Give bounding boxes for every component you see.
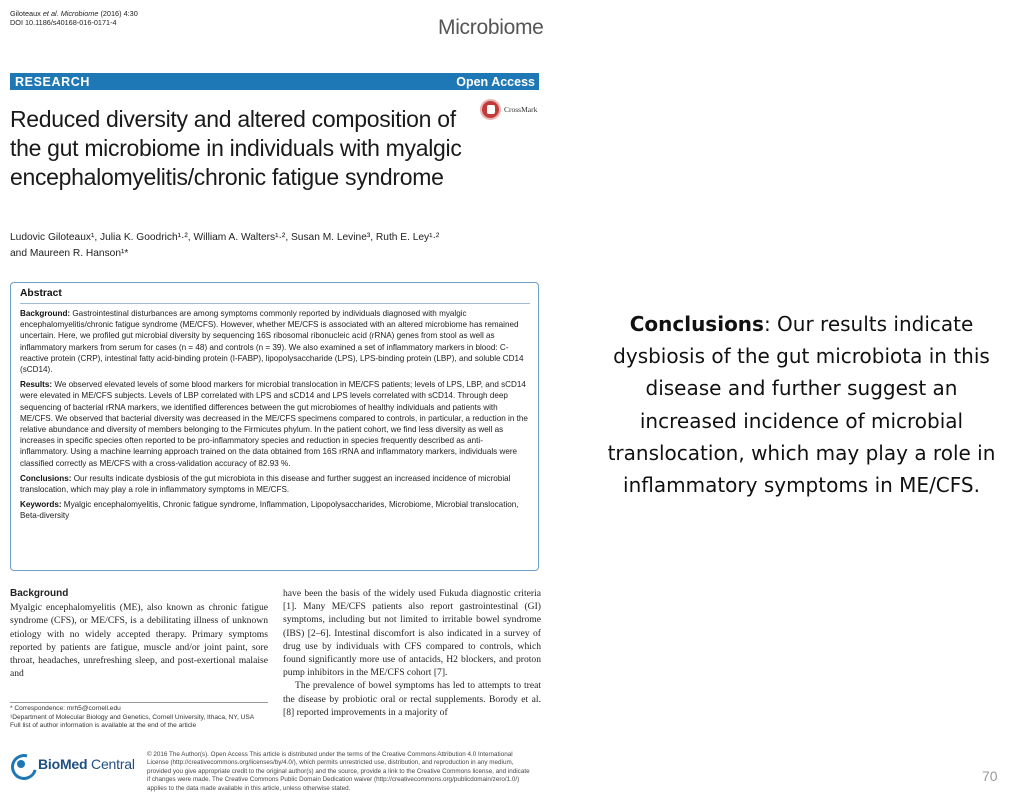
body-paragraph: Myalgic encephalomyelitis (ME), also known as chronic fatigue syndrome (CFS), or ME/CFS, is a debilitating illness of unknown etiology with no widely accepted therapy. Primary symptoms reported by patients are fatigue, muscle and/or joint paint, sore throat, headaches, unrefreshing sleep, and post-exertional malaise and: [10, 602, 268, 680]
footnote-affiliation: ¹Department of Molecular Biology and Genetics, Cornell University, Ithaca, NY, USA: [10, 713, 255, 721]
paper-title: Reduced diversity and altered composition of the gut microbiome in individuals with myalgic encephalomyelitis/chronic fatigue syndrome: [10, 106, 462, 190]
crossmark-badge: [480, 99, 537, 120]
crossmark-icon: [480, 99, 501, 120]
background-heading: Background: [10, 588, 69, 599]
body-paragraph: The prevalence of bowel symptoms has led to attempts to treat the disease by probiotic oral or rectal supplements. Borody et al. [8] reported improvements in a majority of: [283, 680, 541, 718]
publisher-name: BioMed Central: [38, 756, 135, 772]
abstract-results: Results: We observed elevated levels of some blood markers for microbial translocation in ME/CFS patients; levels of LPS, LBP, and sCD14 were elevated in ME/CFS subjects. Levels of LBP correlated with LPS and sCD14 and LPS levels correlated with sCD14. Through deep sequencing of bacterial rRNA markers, we identified differences between the gut microbiomes of healthy individuals and patients with ME/CFS. We observed that bacterial diversity was decreased in the ME/CFS specimens compared to controls, in particular, a reduction in the relative abundance and diversity of members belonging to the Firmicutes phylum. In the patient cohort, we find less diversity as well as increases in specific species often reported to be pro-inflammatory species and reduction in species frequently described as anti-inflammatory. Using a machine learning approach trained on the data obtained from 16S rRNA and inflammatory markers, individuals were classified correctly as ME/CFS with a cross-validation accuracy of 82.93 %.: [20, 380, 528, 468]
body-paragraph: have been the basis of the widely used Fukuda diagnostic criteria [1]. Many ME/CFS patients also report gastrointestinal (GI) symptoms, including but not limited to irritable bowel syndrome (IBS) [2–6]. Intestinal discomfort is also indicated in a survey of drug use by individuals with CFS compared to controls, which found significantly more use of antacids, H2 blockers, and proton pump inhibitors in the ME/CFS cohort [7].: [283, 588, 541, 679]
authors-line-2: and Maureen R. Hanson¹*: [10, 248, 129, 259]
banner-open-access: Open Access: [456, 74, 535, 89]
abstract-heading: Abstract: [20, 288, 62, 299]
footnote-correspondence: * Correspondence: mrh5@cornell.edu: [10, 705, 121, 712]
body-column-left: [10, 587, 268, 680]
abstract-conclusions: Conclusions: Our results indicate dysbiosis of the gut microbiota in this disease and further suggest an increased incidence of microbial translocation, which may play a role in inflammatory symptoms in ME/CFS.: [20, 473, 511, 495]
crossmark-label: CrossMark: [504, 105, 538, 114]
citation: [10, 9, 138, 27]
footnotes: [10, 702, 268, 731]
biomed-logo-icon: [10, 752, 34, 776]
abstract-keywords: Keywords: Myalgic encephalomyelitis, Chronic fatigue syndrome, Inflammation, Lipopolysaccharides, Microbiome, Microbial translocation, Beta-diversity: [20, 500, 519, 521]
slide-conclusions: [600, 308, 1003, 501]
citation-authors: Giloteaux: [10, 9, 43, 18]
abstract-box: [10, 282, 539, 571]
banner-research: RESEARCH: [15, 74, 90, 89]
journal-name: Microbiome: [438, 16, 544, 39]
slide-conclusions-text: : Our results indicate dysbiosis of the gut microbiota in this disease and further suggest an increased incidence of microbial translocation, which may play a role in inflammatory symptoms in ME/CFS.: [607, 312, 996, 498]
abstract-divider: [20, 303, 530, 304]
author-list: [10, 230, 510, 262]
slide-page-number: 70: [982, 768, 998, 784]
citation-doi: DOI 10.1186/s40168-016-0171-4: [10, 18, 117, 27]
abstract-background: Background: Gastrointestinal disturbances are among symptoms commonly reported by individuals diagnosed with myalgic encephalomyelitis/chronic fatigue syndrome (ME/CFS). However, whether ME/CFS is associated with an altered microbiome has remained uncertain. Here, we profiled gut microbial diversity by sequencing 16S ribosomal ribonucleic acid (rRNA) genes from stool as well as inflammatory markers from serum for cases (n = 48) and controls (n = 39). We also examined a set of inflammatory markers in blood: C-reactive protein (CRP), intestinal fatty acid-binding protein (I-FABP), lipopolysaccharide (LPS), LPS-binding protein (LBP), and soluble CD14 (sCD14).: [20, 309, 524, 375]
license-notice: © 2016 The Author(s). Open Access This article is distributed under the terms of the Creative Commons Attribution 4.0 International License (http://creativecommons.org/licenses/by/4.0/), which permits unrestricted use, distribution, and reproduction in any medium, provided you give appropriate credit to the original author(s) and the source, provide a link to the Creative Commons license, and indicate if changes were made. The Creative Commons Public Domain Dedication waiver (http://creativecommons.org/publicdomain/zero/1.0/) applies to the data made available in this article, unless otherwise stated.: [147, 751, 530, 792]
authors-line-1: Ludovic Giloteaux¹, Julia K. Goodrich¹·², William A. Walters¹·², Susan M. Levine³, Ruth E. Ley¹·²: [10, 232, 440, 243]
citation-volume: (2016) 4:30: [98, 9, 138, 18]
footnote-more: Full list of author information is available at the end of the article: [10, 722, 197, 730]
citation-journal: et al. Microbiome: [42, 9, 99, 18]
body-column-right: [283, 587, 541, 719]
publisher-logo: [10, 752, 135, 776]
slide-conclusions-label: Conclusions: [629, 312, 764, 336]
article-type-banner: [10, 73, 539, 90]
